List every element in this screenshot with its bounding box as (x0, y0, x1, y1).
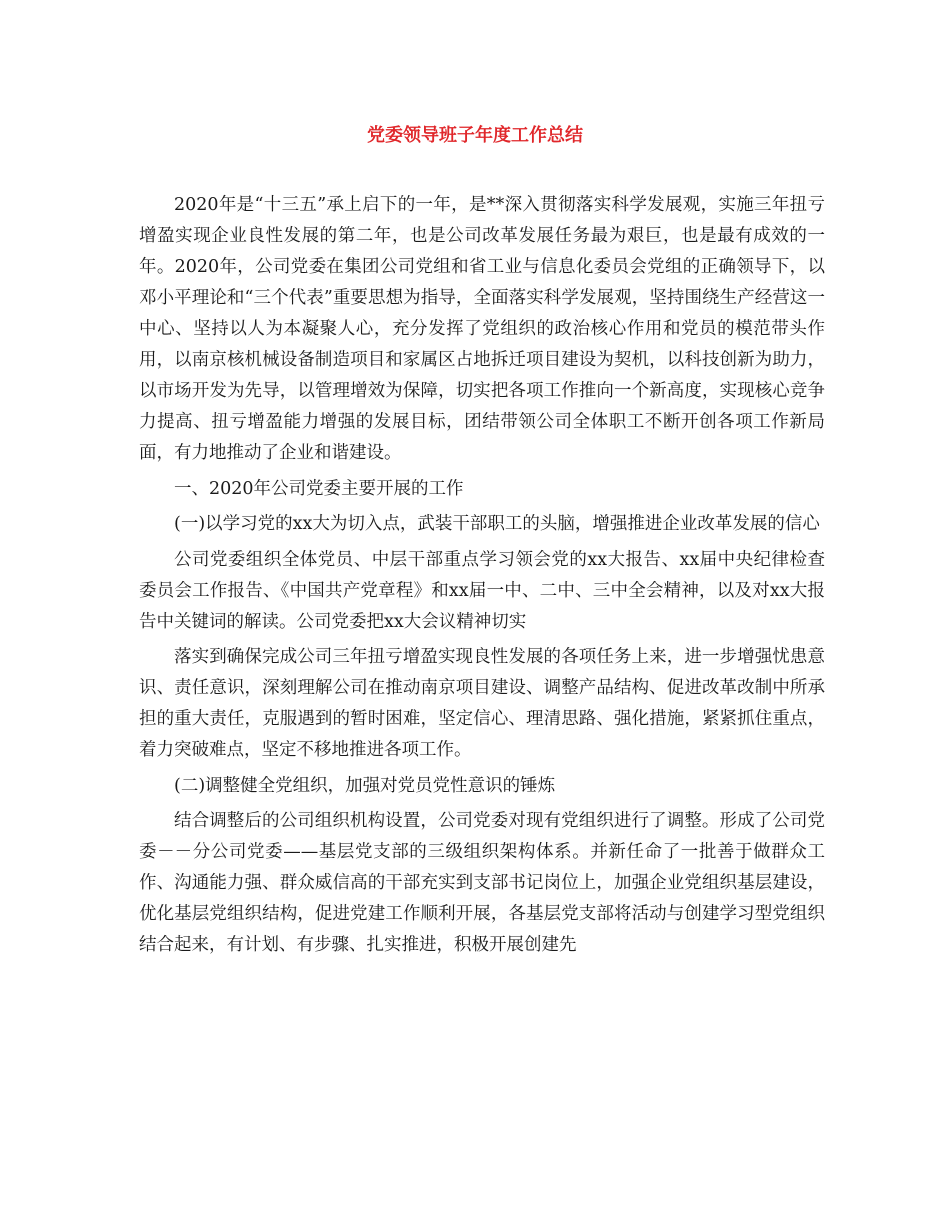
paragraph-intro: 2020年是“十三五”承上启下的一年，是**深入贯彻落实科学发展观，实施三年扭亏增盈实现企业良性发展的第二年，也是公司改革发展任务最为艰巨，也是最有成效的一年。2020年，公司党委在集团公司党组和省工业与信息化委员会党组的正确领导下，以邓小平理论和“三个代表”重要思想为指导，全面落实科学发展观，坚持围绕生产经营这一中心、坚持以人为本凝聚人心，充分发挥了党组织的政治核心作用和党员的模范带头作用，以南京核机械设备制造项目和家属区占地拆迁项目建设为契机，以科技创新为助力，以市场开发为先导，以管理增效为保障，切实把各项工作推向一个新高度，实现核心竞争力提高、扭亏增盈能力增强的发展目标，团结带领公司全体职工不断开创各项工作新局面，有力地推动了企业和谐建设。 (139, 195, 825, 463)
document-body (139, 190, 825, 966)
paragraph-organization: 结合调整后的公司组织机构设置，公司党委对现有党组织进行了调整。形成了公司党委－－分公司党委——基层党支部的三级组织架构体系。并新任命了一批善于做群众工作、沟通能力强、群众威信高的干部充实到支部书记岗位上，加强企业党组织基层建设，优化基层党组织结构，促进党建工作顺利开展，各基层党支部将活动与创建学习型党组织结合起来，有计划、有步骤、扎实推进，积极开展创建先 (139, 811, 825, 955)
section-heading-1: 一、2020年公司党委主要开展的工作 (174, 478, 464, 499)
subsection-heading-2: (二)调整健全党组织，加强对党员党性意识的锤炼 (174, 775, 556, 796)
paragraph-study: 公司党委组织全体党员、中层干部重点学习领会党的xx大报告、xx届中央纪律检查委员会工作报告、《中国共产党章程》和xx届一中、二中、三中全会精神，以及对xx大报告中关键词的解读。公司党委把xx大会议精神切实 (139, 549, 825, 632)
subsection-heading-1: (一)以学习党的xx大为切入点，武装干部职工的头脑，增强推进企业改革发展的信心 (174, 514, 820, 534)
document-title: 党委领导班子年度工作总结 (367, 125, 583, 146)
paragraph-implementation: 落实到确保完成公司三年扭亏增盈实现良性发展的各项任务上来，进一步增强忧患意识、责任意识，深刻理解公司在推动南京项目建设、调整产品结构、促进改革改制中所承担的重大责任，克服遇到的暂时困难，坚定信心、理清思路、强化措施，紧紧抓住重点，着力突破难点，坚定不移地推进各项工作。 (139, 647, 825, 760)
